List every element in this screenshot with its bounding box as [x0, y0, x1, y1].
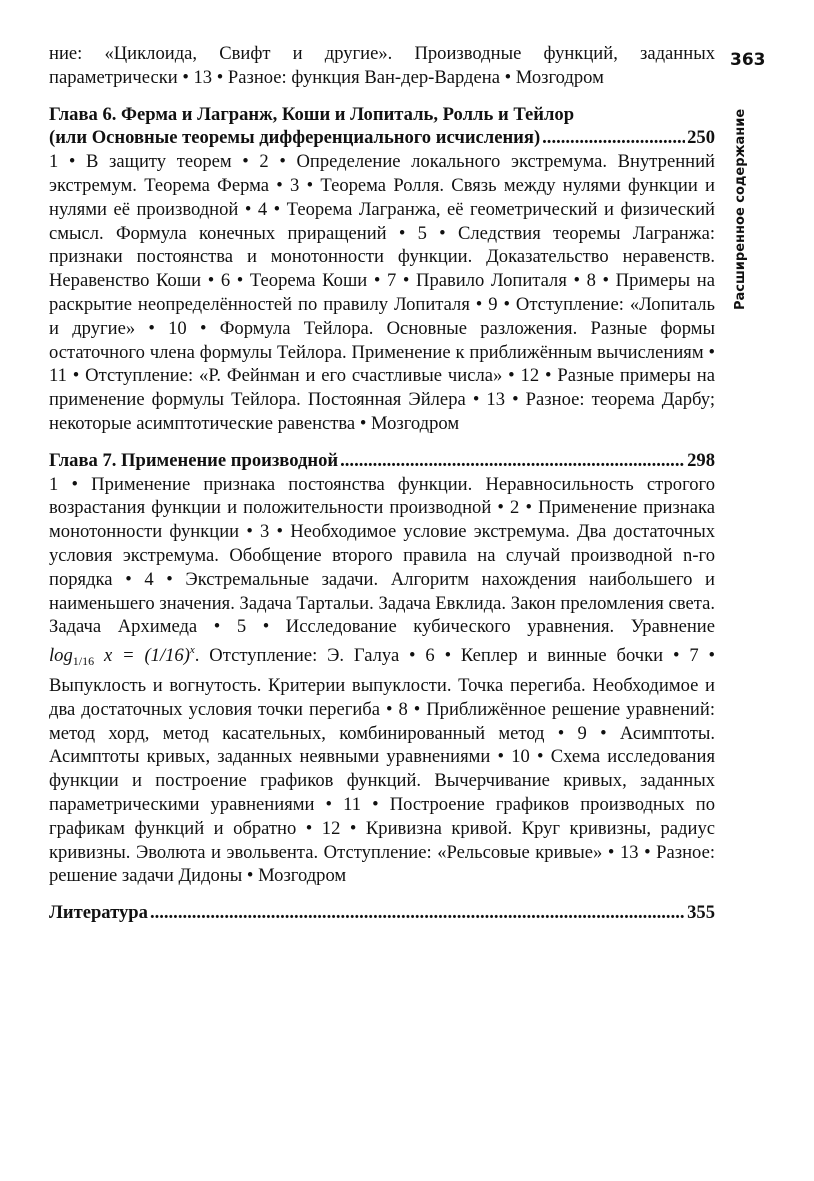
dot-leader — [542, 126, 685, 150]
log-equation — [49, 644, 195, 669]
toc-content — [49, 42, 715, 925]
chapter-7-body-part1: 1 • Применение признака постоянства функции. Неравносильность строгого возрастания функции и положительности производной • 2 • Применение признака монотонности функции • 3 • Необходимое условие экстремума. Два достаточных условия экстремума. Обобщение второго правила на случай производной n-го порядка • 4 • Экстремальные задачи. Алгоритм нахождения наибольшего и наименьшего значения. Задача Тартальи. Задача Евклида. Закон преломления света. Задача Архимеда • 5 • Исследование кубического уравнения. Уравнение — [49, 473, 715, 638]
formula-rest: x = (1/16) — [94, 645, 190, 667]
chapter-6-page: 250 — [687, 127, 715, 149]
chapter-6-subtitle: (или Основные теоремы дифференциального исчисления) — [49, 127, 541, 149]
running-title: Расширенное содержание — [733, 108, 748, 310]
chapter-7-heading-line — [49, 449, 715, 473]
toc-entry-chapter-7 — [49, 449, 715, 888]
chapter-6-heading-line1: Глава 6. Ферма и Лагранж, Коши и Лопиталь, Ролль и Тейлор — [49, 103, 575, 125]
chapter-7-body-part2: . Отступление: Э. Галуа • 6 • Кеплер и винные бочки • 7 • Выпуклость и вогнутость. Критерии выпуклости. Точка перегиба. Необходимое и два достаточных условия точки перегиба • 8 • Приближённое решение уравнений: метод хорд, метод касательных, комбинированный метод • 9 • Асимптоты. Асимптоты кривых, заданных неявными уравнениями • 10 • Схема исследования функции и построение графиков функций. Вычерчивание кривых, заданных параметрическими уравнениями • 11 • Построение графиков производных по графикам функций и обратно • 12 • Кривизна кривой. Круг кривизны, радиус кривизны. Эволюта и эвольвента. Отступление: «Рельсовые кривые» • 13 • Разное: решение задачи Дидоны • Мозгодром — [49, 645, 715, 887]
chapter-7-heading: Глава 7. Применение производной — [49, 449, 339, 471]
toc-entry-literature — [49, 901, 715, 925]
chapter-7-page: 298 — [687, 449, 715, 471]
dot-leader — [150, 901, 685, 925]
chapter-6-heading-line2 — [49, 126, 715, 150]
formula-exponent: x — [189, 644, 195, 657]
literature-heading: Литература — [49, 902, 148, 924]
continued-text: ние: «Циклоида, Свифт и другие». Производные функций, заданных параметрически • 13 • Разное: функция Ван-дер-Вардена • Мозгодром — [49, 43, 715, 88]
formula-base: 1/16 — [72, 654, 95, 669]
literature-page: 355 — [687, 902, 715, 924]
chapter-6-body: 1 • В защиту теорем • 2 • Определение локального экстремума. Внутренний экстремум. Теорема Ферма • 3 • Теорема Ролля. Связь между нулями функции и нулями её производной • 4 • Теорема Лагранжа, её геометрический и физический смысл. Формула конечных приращений • 5 • Следствия теоремы Лагранжа: признаки постоянства и монотонности функции. Доказательство неравенств. Неравенство Коши • 6 • Теорема Коши • 7 • Правило Лопиталя • 8 • Примеры на раскрытие неопределённостей по правилу Лопиталя • 9 • Отступление: «Лопиталь и другие» • 10 • Формула Тейлора. Основные разложения. Разные формы остаточного члена формулы Тейлора. Применение к приближённым вычислениям • 11 • Отступление: «Р. Фейнман и его счастливые числа» • 12 • Разные примеры на применение формулы Тейлора. Постоянная Эйлера • 13 • Разное: теорема Дарбу; некоторые асимптотические равенства • Мозгодром — [49, 151, 715, 434]
dot-leader — [340, 449, 685, 473]
page-number: 363 — [730, 50, 766, 70]
toc-entry-chapter-6 — [49, 103, 715, 436]
chapter-7-body — [49, 473, 715, 889]
formula-log: log — [49, 645, 73, 667]
literature-line — [49, 901, 715, 925]
